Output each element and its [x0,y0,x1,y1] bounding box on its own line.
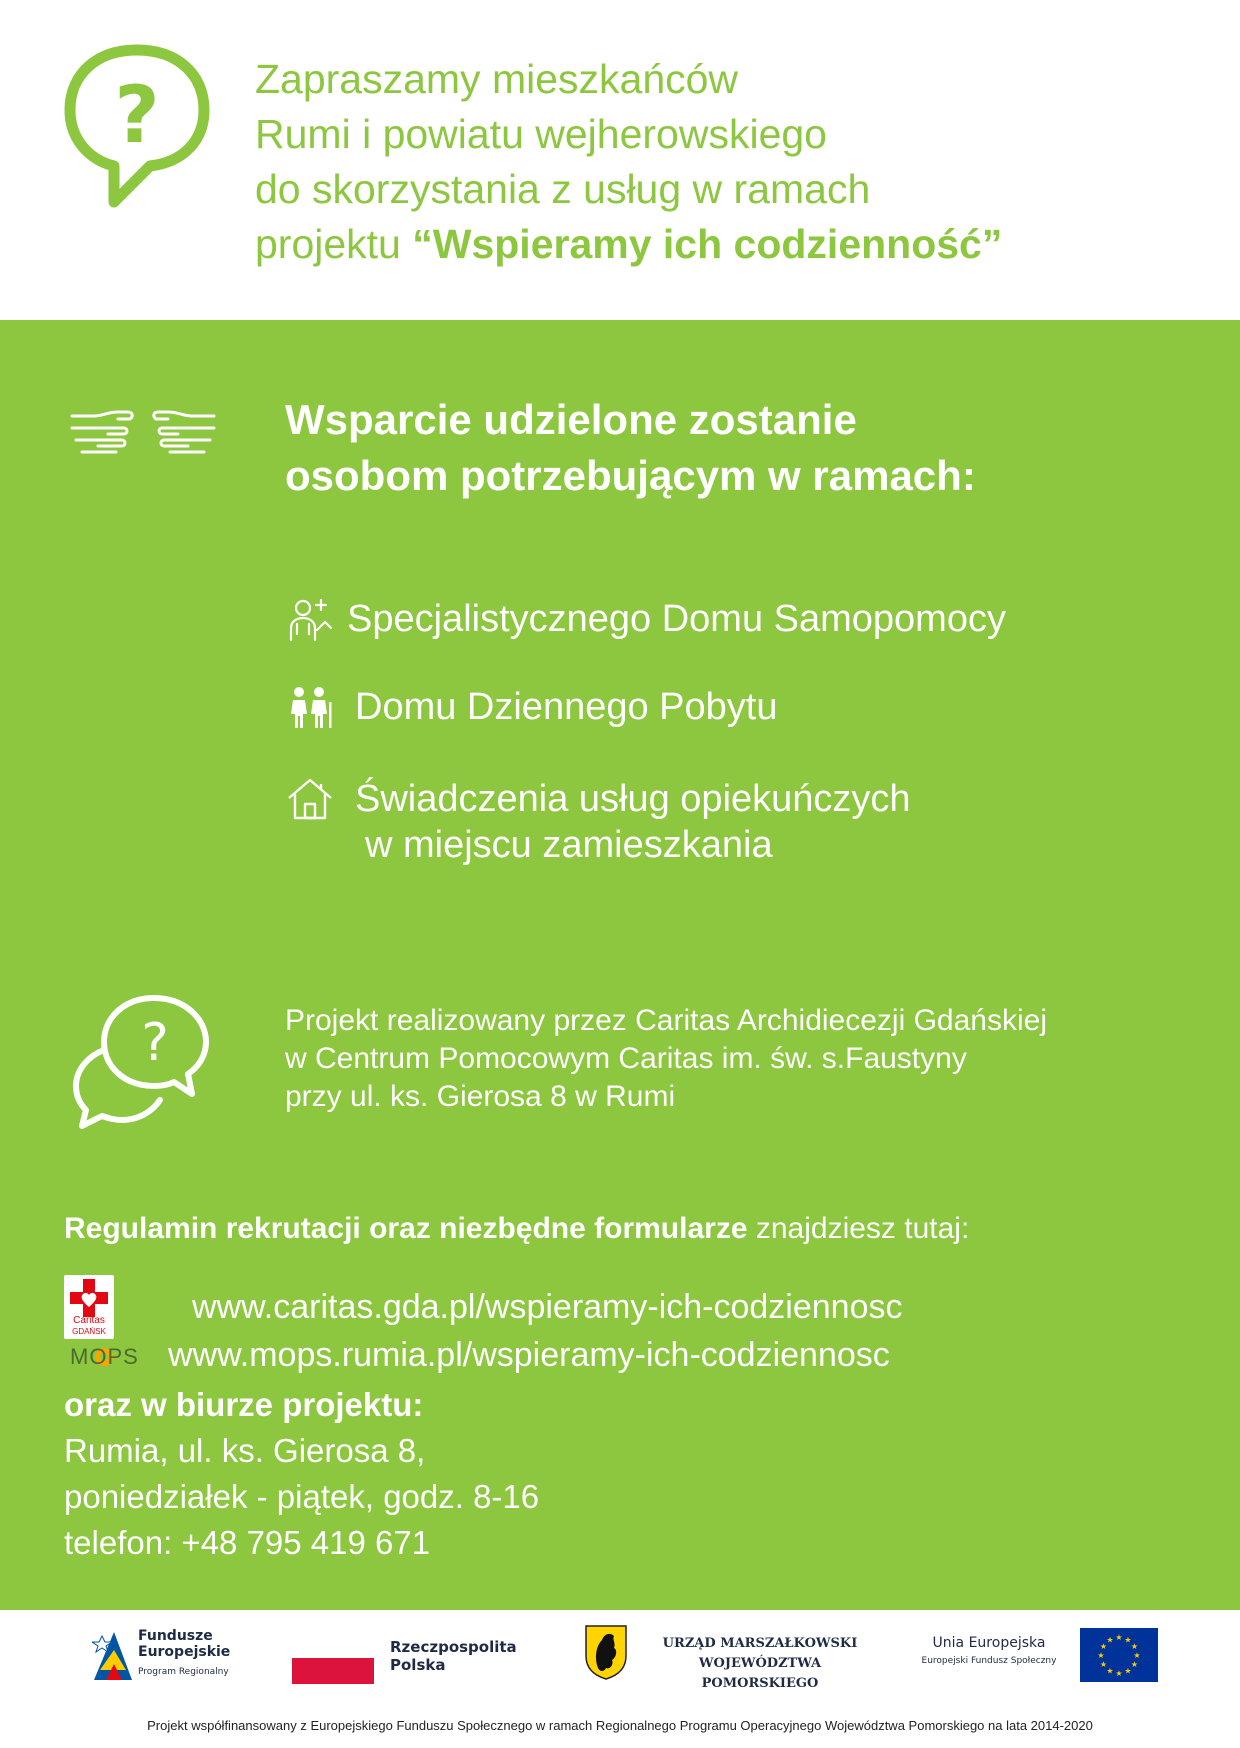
house-icon [285,776,335,822]
project-info-line-1: Projekt realizowany przez Caritas Archidiecezji Gdańskiej [285,1004,1047,1037]
fe-line-3: Program Regionalny [138,1667,229,1677]
svg-text:★: ★ [1115,1669,1123,1678]
recruitment-bold: Regulamin rekrutacji oraz niezbędne formularze [64,1212,748,1245]
mops-logo-text: MOPS [70,1343,139,1369]
fe-star-icon [92,1630,134,1682]
svg-text:★: ★ [1130,1642,1139,1651]
recruitment-info [64,1212,969,1246]
question-bubble-icon [62,42,212,212]
svg-text:★: ★ [1133,1651,1141,1660]
ue-line-2: Europejski Fundusz Społeczny [921,1656,1057,1666]
invitation-line-3: do skorzystania z usług w ramach [255,166,871,212]
chat-bubbles-icon [68,990,218,1132]
green-panel [0,320,1240,1610]
support-heading [285,392,976,504]
caritas-link[interactable]: www.caritas.gda.pl/wspieramy-ich-codziennosc [192,1287,903,1326]
invitation-line-4 [255,217,1002,272]
fundusze-europejskie-logo [92,1626,272,1686]
um-line-2: WOJEWÓDZTWA POMORSKIEGO [698,1656,822,1691]
handshake-icon [68,406,218,458]
footer [0,1610,1240,1748]
service-item-home-care [285,776,911,868]
pomorskie-griffin-icon [584,1624,628,1680]
caritas-link-row [64,1275,903,1339]
rzeczpospolita-polska-logo [292,1634,542,1684]
rp-line-1: Rzeczpospolita [390,1638,517,1656]
seniors-icon [285,684,335,730]
invitation-text [255,52,1002,272]
caritas-logo [64,1275,114,1339]
unia-europejska-logo [906,1626,1166,1686]
fe-line-2: Europejskie [138,1644,231,1660]
service-label-home-care-line-2: w miejscu zamieszkania [365,824,773,866]
eu-flag-icon [1080,1628,1158,1682]
office-heading: oraz w biurze projektu: [64,1386,424,1423]
svg-text:?: ? [114,71,160,161]
cofinancing-note: Projekt współfinansowany z Europejskiego Funduszu Społecznego w ramach Regionalnego Programu Operacyjnego Województwa Pomorskiego na lata 2014-2020 [147,1718,1093,1733]
svg-text:★: ★ [1124,1635,1132,1645]
service-item-day-care-home [285,684,777,730]
urzad-marszalkowski-logo [584,1624,904,1691]
svg-text:★: ★ [1099,1660,1108,1669]
service-label-day-care-home: Domu Dziennego Pobytu [355,686,778,728]
office-hours: poniedziałek - piątek, godz. 8-16 [64,1478,540,1515]
project-name: “Wspieramy ich codzienność” [412,221,1003,267]
svg-text:★: ★ [1115,1633,1123,1642]
svg-text:★: ★ [1106,1635,1114,1645]
project-info-line-3: przy ul. ks. Gierosa 8 w Rumi [285,1080,676,1113]
invitation-line-1: Zapraszamy mieszkańców [255,56,739,102]
um-line-1: URZĄD MARSZAŁKOWSKI [662,1636,858,1651]
service-item-specialist-home [285,596,1006,642]
service-label-specialist-home: Specjalistycznego Domu Samopomocy [347,598,1006,640]
pl-flag-red [292,1658,374,1684]
office-address: Rumia, ul. ks. Gierosa 8, [64,1432,426,1469]
invitation-line-2: Rumi i powiatu wejherowskiego [255,111,827,157]
recruitment-rest: znajdziesz tutaj: [747,1212,970,1245]
project-info [285,1002,1047,1116]
svg-text:★: ★ [1130,1660,1139,1669]
contact-info [64,1382,539,1566]
svg-text:★: ★ [1106,1666,1114,1676]
caritas-logo-text: Caritas [73,1315,105,1326]
office-phone: telefon: +48 795 419 671 [64,1524,431,1561]
mops-link-row [64,1336,890,1375]
fe-line-1: Fundusze [138,1628,213,1644]
invitation-line-4-prefix: projektu [255,221,413,267]
svg-text:?: ? [141,1013,169,1073]
project-info-line-2: w Centrum Pomocowym Caritas im. św. s.Faustyny [285,1042,967,1075]
svg-text:★: ★ [1099,1642,1108,1651]
mops-logo [64,1339,148,1373]
ue-line-1: Unia Europejska [932,1635,1046,1651]
support-heading-line-2: osobom potrzebującym w ramach: [285,452,976,499]
support-heading-line-1: Wsparcie udzielone zostanie [285,396,857,443]
header [0,0,1240,320]
service-label-home-care [355,776,911,868]
caritas-logo-sub: GDAŃSK [72,1327,106,1336]
caregiver-icon [285,596,335,642]
rp-line-2: Polska [390,1656,446,1674]
mops-link[interactable]: www.mops.rumia.pl/wspieramy-ich-codziennosc [168,1336,890,1374]
caritas-cross-icon [70,1279,108,1317]
service-label-home-care-line-1: Świadczenia usług opiekuńczych [355,778,911,820]
svg-text:★: ★ [1097,1651,1105,1660]
svg-text:★: ★ [1124,1666,1132,1676]
